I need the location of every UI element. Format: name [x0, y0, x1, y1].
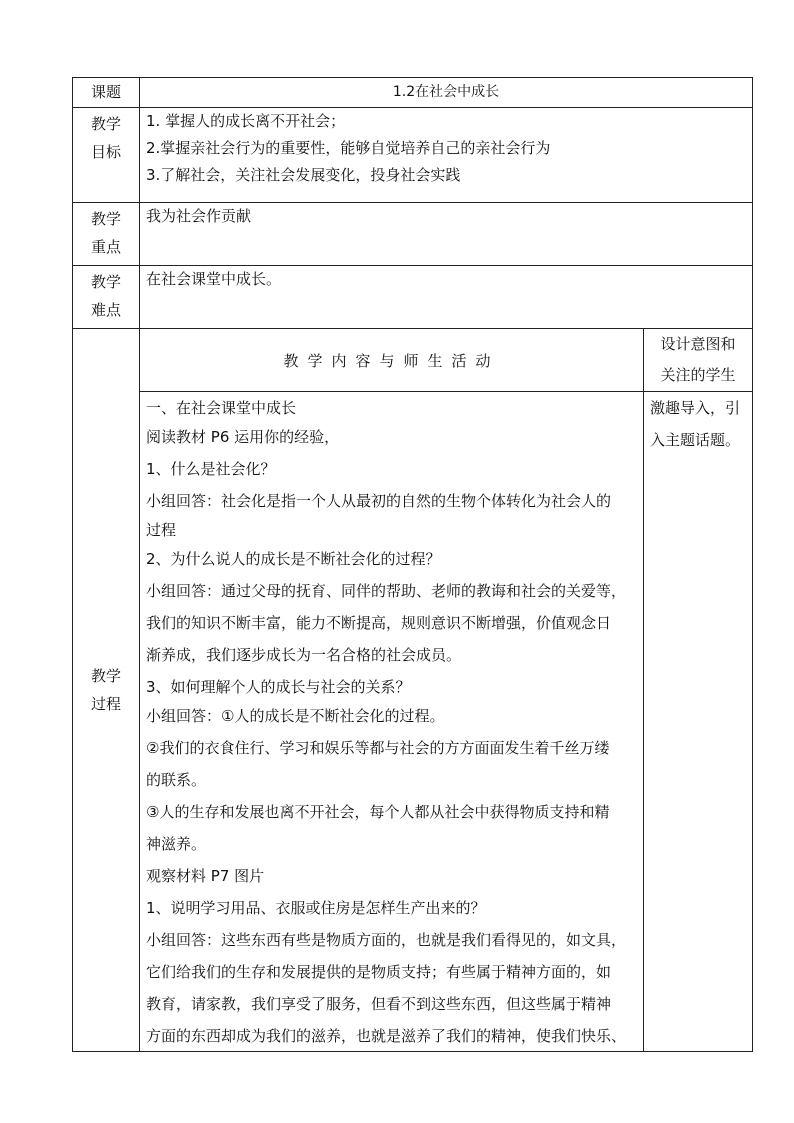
difficulties-label-line1: 教学	[90, 273, 121, 291]
content-line: 观察材料 P7 图片	[146, 867, 265, 885]
content-line: 过程	[146, 521, 177, 539]
design-intent-header-line2: 关注的学生	[660, 366, 736, 384]
title-row	[73, 78, 753, 108]
objective-item: 1. 掌握人的成长离不开社会；	[146, 112, 346, 130]
difficulties-row	[73, 266, 753, 329]
content-line: 小组回答：社会化是指一个人从最初的自然的生物个体转化为社会人的	[146, 492, 612, 510]
content-line: ③人的生存和发展也离不开社会，每个人都从社会中获得物质支持和精	[146, 803, 610, 821]
objectives-label-line1: 教学	[90, 115, 121, 133]
content-line: 渐养成，我们逐步成长为一名合格的社会成员。	[146, 646, 462, 664]
content-line: 小组回答：通过父母的抚育、同伴的帮助、老师的教诲和社会的关爱等，	[146, 582, 627, 600]
content-line: 1、说明学习用品、衣服或住房是怎样生产出来的？	[146, 899, 486, 917]
key-points-label-line2: 重点	[90, 238, 121, 256]
process-body-row	[73, 392, 753, 1052]
difficulties-text: 在社会课堂中成长。	[140, 266, 753, 329]
design-intent-header	[644, 329, 753, 392]
process-header-row	[73, 329, 753, 392]
design-intent-header-line1: 设计意图和	[660, 335, 736, 353]
difficulties-label	[73, 266, 140, 329]
content-line: 它们给我们的生存和发展提供的是物质支持；有些属于精神方面的，如	[146, 963, 612, 981]
objective-item: 2.掌握亲社会行为的重要性，能够自觉培养自己的亲社会行为	[146, 139, 551, 157]
objectives-row	[73, 108, 753, 203]
process-label-line1: 教学	[90, 667, 121, 685]
title-label: 课题	[73, 78, 140, 108]
content-line: 3、如何理解个人的成长与社会的关系？	[146, 678, 411, 696]
key-points-text: 我为社会作贡献	[140, 203, 753, 266]
content-line: 我们的知识不断丰富，能力不断提高，规则意识不断增强，价值观念日	[146, 614, 612, 632]
process-label-line2: 过程	[90, 695, 121, 713]
design-intent-note-line2: 入主题话题。	[650, 431, 741, 449]
objectives-label-line2: 目标	[90, 143, 121, 161]
key-points-row	[73, 203, 753, 266]
content-line: 2、为什么说人的成长是不断社会化的过程？	[146, 550, 441, 568]
content-line: ②我们的衣食住行、学习和娱乐等都与社会的方方面面发生着千丝万缕	[146, 739, 610, 757]
lesson-plan-table	[72, 77, 753, 1052]
content-line: 小组回答：这些东西有些是物质方面的，也就是我们看得见的，如文具，	[146, 931, 627, 949]
content-line: 阅读教材 P6 运用你的经验，	[146, 428, 340, 446]
content-line: 方面的东西却成为我们的滋养，也就是滋养了我们的精神，使我们快乐、	[146, 1027, 627, 1045]
content-line: 教育，请家教，我们享受了服务，但看不到这些东西，但这些属于精神	[146, 995, 612, 1013]
key-points-label	[73, 203, 140, 266]
content-line: 1、什么是社会化？	[146, 460, 276, 478]
objectives-content	[140, 108, 753, 203]
content-line: 一、在社会课堂中成长	[146, 399, 297, 417]
content-line: 神滋养。	[146, 835, 207, 853]
design-intent-note	[644, 392, 753, 1052]
process-content-header: 教学内容与师生活动	[140, 329, 644, 392]
design-intent-note-line1: 激趣导入，引	[650, 399, 741, 417]
process-content	[140, 392, 644, 1052]
process-label	[73, 329, 140, 1052]
difficulties-label-line2: 难点	[90, 301, 121, 319]
key-points-label-line1: 教学	[90, 210, 121, 228]
content-line: 小组回答：①人的成长是不断社会化的过程。	[146, 707, 445, 725]
objective-item: 3.了解社会，关注社会发展变化，投身社会实践	[146, 166, 461, 184]
lesson-title: 1.2在社会中成长	[140, 78, 753, 108]
content-line: 的联系。	[146, 771, 207, 789]
objectives-label	[73, 108, 140, 203]
